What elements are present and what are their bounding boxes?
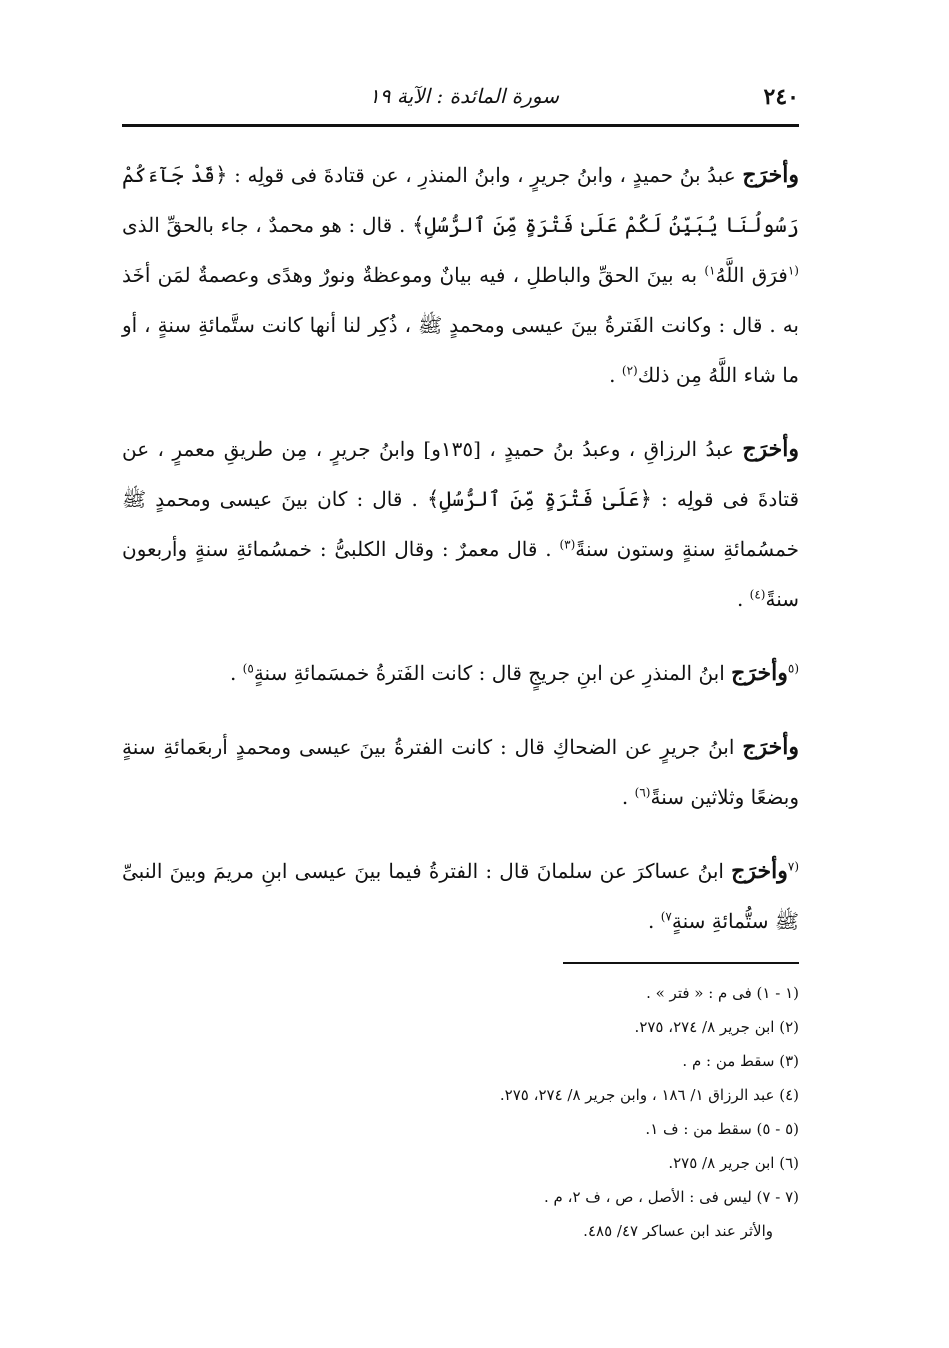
page-header: [122, 78, 799, 118]
footnote-marker: (٤): [749, 587, 766, 602]
footnote-continuation: والأثر عند ابن عساكر ٤٧/ ٤٨٥.: [583, 1222, 773, 1240]
paragraph-text: . قال : هو محمدٌ ، جاء بالحقِّ الذى: [122, 213, 413, 237]
paragraph-text: .: [229, 661, 243, 685]
paragraph-text: ابنُ جريرٍ عن الضحاكِ قال : كانت الفترةُ بينَ عيسى ومحمدٍ أربعَمائةِ سنةٍ وبضعًا وثلاثين سنةً: [122, 735, 799, 809]
folio-marker: [١٣٥و]: [423, 437, 481, 461]
paragraph-lead: وأخرَج: [742, 734, 799, 760]
paragraph-2: [122, 424, 799, 624]
footnote-separator: [563, 962, 799, 964]
running-title: سورة المائدة : الآية ١٩: [369, 84, 559, 108]
paragraph-text: عبدُ بنُ حميدٍ ، وابنُ جريرٍ ، وابنُ المنذرِ ، عن قتادةَ فى قولِه :: [227, 163, 743, 187]
paragraph-3: [122, 648, 799, 698]
paragraph-1: [122, 150, 799, 400]
footnote-marker: (٥: [787, 661, 799, 676]
footnote-marker: (١: [787, 263, 799, 278]
footnote-marker: ٥): [242, 661, 254, 676]
paragraph-text: . قال معمرٌ : وقال الكلبىُّ : خمسُمائةِ سنةٍ وأربعون سنةً: [122, 537, 799, 611]
footnote: (١ - ١) فى م : « فتر » .: [646, 984, 799, 1002]
paragraph-5: [122, 846, 799, 946]
paragraph-text: ابنُ عساكرَ عن سلمانَ قال : الفترةُ فيما بينَ عيسى ابنِ مريمَ وبينَ النبىِّ: [122, 859, 732, 883]
paragraph-text: وابنُ جريرٍ ، مِن طريقِ معمرٍ ، عن قتادةَ فى قولِه :: [122, 437, 800, 511]
paragraph-lead: وأخرَج: [731, 660, 788, 686]
salutation-symbol: ﷺ: [122, 487, 147, 511]
footnote: (٤) عبد الرزاق ١/ ١٨٦ ، وابن جرير ٨/ ٢٧٤، ٢٧٥.: [499, 1086, 799, 1104]
quran-quote: ﴿قَدْ جَآءَكُمْ رَسُولُنَا يُبَيِّنُ لَكُمْ عَلَىٰ فَتْرَةٍ مِّنَ ٱلرُّسُلِ﴾: [122, 163, 799, 237]
paragraph-text: .: [648, 909, 661, 933]
page-number: ٢٤٠: [763, 84, 799, 110]
footnote: (٣) سقط من : م .: [682, 1052, 799, 1070]
paragraph-text: به بينَ الحقِّ والباطلِ ، فيه بيانٌ وموعظةٌ ونورٌ وهدًى وعصمةٌ لمَن أخَذ به . قال : وكانت الفَترةُ بينَ عيسى ومحمدٍ: [122, 263, 799, 337]
paragraph-text: خمسُمائةِ سنةٍ وستون سنةً: [575, 537, 799, 561]
main-text: [122, 150, 799, 970]
paragraph-text: .: [736, 587, 750, 611]
footnote-marker: (٢): [621, 363, 638, 378]
footnote-marker: ١): [704, 263, 716, 278]
paragraph-lead: وأخرَج: [742, 162, 799, 188]
paragraph-text: ابنُ المنذرِ عن ابنِ جريجٍ قال : كانت الفَترةُ خمسَمائةِ سنةٍ: [253, 661, 732, 685]
footnote-marker: (٦): [634, 785, 651, 800]
footnote-marker: ٧): [660, 909, 672, 924]
paragraph-text: .: [621, 785, 635, 809]
paragraph-text: فرَق اللَّهُ: [715, 263, 788, 287]
paragraph-lead: وأخرَج: [742, 436, 800, 462]
salutation-symbol: ﷺ: [418, 313, 443, 337]
paragraph-lead: وأخرَج: [731, 858, 788, 884]
footnote-marker: (٣): [559, 537, 576, 552]
paragraph-text: عبدُ الرزاقِ ، وعبدُ بنُ حميدٍ ،: [480, 437, 743, 461]
salutation-symbol: ﷺ: [774, 909, 799, 933]
header-rule: [122, 124, 799, 127]
paragraph-4: [122, 722, 799, 822]
paragraph-text: ستُّمائةِ سنةٍ: [671, 909, 775, 933]
footnote: (٦) ابن جرير ٨/ ٢٧٥.: [668, 1154, 799, 1172]
footnote: (٧ - ٧) ليس فى : الأصل ، ص ، ف ٢، م .: [544, 1188, 799, 1206]
paragraph-text: .: [609, 363, 622, 387]
paragraph-text: . قال : كان بينَ عيسى ومحمدٍ: [146, 487, 427, 511]
footnote: (٢) ابن جرير ٨/ ٢٧٤، ٢٧٥.: [634, 1018, 799, 1036]
quran-quote: ﴿عَلَىٰ فَتْرَةٍ مِّنَ ٱلرُّسُلِ﴾: [426, 487, 652, 511]
footnotes: [380, 976, 799, 1248]
paragraph-text: ، ذُكِر لنا أنها كانت ستَّمائةِ سنةٍ ، أو ما شاء اللَّهُ مِن ذلك: [122, 313, 799, 387]
footnote: (٥ - ٥) سقط من : ف ١.: [645, 1120, 799, 1138]
footnote-marker: (٧: [787, 859, 799, 874]
